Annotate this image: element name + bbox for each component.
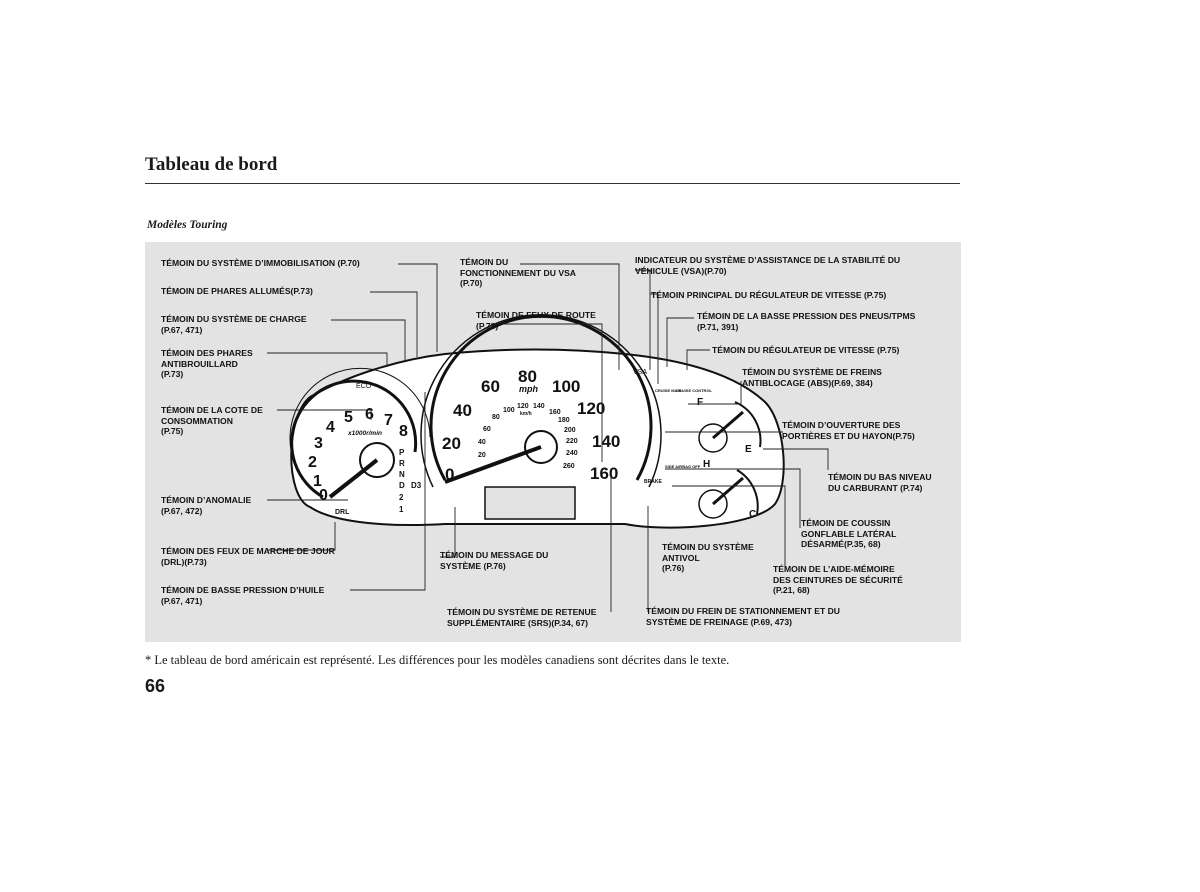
gear-r: R — [399, 459, 405, 468]
kmh-120: 120 — [517, 403, 529, 410]
callout-anti-theft: TÉMOIN DU SYSTÈME ANTIVOL (P.76) — [662, 542, 754, 573]
eco-indicator: ECO — [356, 383, 372, 390]
gear-p: P — [399, 448, 405, 457]
mph-0: 0 — [445, 465, 455, 484]
tach-tick-1: 1 — [313, 473, 322, 490]
callout-high-beam: TÉMOIN DE FEUX DE ROUTE (P.73) — [476, 310, 596, 331]
callout-vsa-system: INDICATEUR DU SYSTÈME D’ASSISTANCE DE LA STABILITÉ DU VÉHICULE (VSA)(P.70) — [635, 255, 901, 276]
mph-100: 100 — [552, 377, 581, 396]
tach-tick-5: 5 — [344, 409, 353, 426]
tach-tick-4: 4 — [326, 419, 335, 436]
callout-cruise-control: TÉMOIN DU RÉGULATEUR DE VITESSE (P.75) — [712, 345, 900, 355]
kmh-160: 160 — [549, 409, 561, 416]
mph-40: 40 — [453, 401, 472, 420]
tach-tick-3: 3 — [314, 435, 323, 452]
mph-80: 80 — [518, 367, 537, 386]
callout-low-fuel: TÉMOIN DU BAS NIVEAU DU CARBURANT (P.74) — [828, 472, 932, 493]
mph-140: 140 — [592, 432, 621, 451]
gear-1: 1 — [399, 505, 404, 514]
callout-door-open: TÉMOIN D’OUVERTURE DES PORTIÈRES ET DU HAYON(P.75) — [782, 420, 915, 441]
callout-headlights-on: TÉMOIN DE PHARES ALLUMÉS(P.73) — [161, 286, 313, 296]
callout-drl: TÉMOIN DES FEUX DE MARCHE DE JOUR (DRL)(P.73) — [161, 546, 335, 567]
callout-srs: TÉMOIN DU SYSTÈME DE RETENUE SUPPLÉMENTAIRE (SRS)(P.34, 67) — [447, 607, 597, 628]
callout-parking-brake: TÉMOIN DU FREIN DE STATIONNEMENT ET DU SYSTÈME DE FREINAGE (P.69, 473) — [646, 606, 840, 627]
page-title: Tableau de bord — [145, 154, 278, 175]
side-airbag-indicator: SIDE AIRBAG OFF — [665, 464, 701, 469]
gear-2: 2 — [399, 493, 404, 502]
callout-immobilizer: TÉMOIN DU SYSTÈME D’IMMOBILISATION (P.70) — [161, 258, 360, 268]
fuel-full-mark: F — [697, 397, 704, 408]
kmh-60: 60 — [483, 426, 491, 433]
tach-tick-2: 2 — [308, 454, 317, 471]
callout-side-airbag: TÉMOIN DE COUSSIN GONFLABLE LATÉRAL DÉSARMÉ(P.35, 68) — [801, 518, 897, 549]
section-label: Modèles Touring — [147, 219, 228, 231]
mph-unit: mph — [519, 384, 538, 394]
kmh-140: 140 — [533, 403, 545, 410]
tach-tick-6: 6 — [365, 406, 374, 423]
kmh-100: 100 — [503, 407, 515, 414]
kmh-unit: km/h — [520, 411, 532, 417]
temp-cold-mark: C — [749, 509, 757, 520]
cruise-control-indicator: CRUISE CONTROL — [676, 388, 712, 393]
kmh-80: 80 — [492, 414, 500, 421]
brake-indicator: BRAKE — [644, 479, 662, 485]
tach-tick-7: 7 — [384, 412, 393, 429]
gear-d3: D3 — [411, 481, 422, 490]
callout-seat-belt: TÉMOIN DE L’AIDE-MÉMOIRE DES CEINTURES DE SÉCURITÉ (P.21, 68) — [773, 564, 903, 595]
gear-n: N — [399, 470, 405, 479]
temp-hot-mark: H — [703, 459, 711, 470]
callout-fog-lights: TÉMOIN DES PHARES ANTIBROUILLARD (P.73) — [161, 348, 253, 379]
vsa-indicator: VSA — [633, 369, 648, 376]
page-number: 66 — [145, 676, 166, 696]
callout-message: TÉMOIN DU MESSAGE DU SYSTÈME (P.76) — [440, 550, 549, 571]
mph-160: 160 — [590, 464, 619, 483]
kmh-180: 180 — [558, 417, 570, 424]
callout-charging: TÉMOIN DU SYSTÈME DE CHARGE (P.67, 471) — [161, 314, 307, 335]
cruise-main-indicator: CRUISE MAIN — [655, 388, 682, 393]
callout-vsa-activation: TÉMOIN DU FONCTIONNEMENT DU VSA (P.70) — [460, 257, 577, 288]
kmh-240: 240 — [566, 450, 578, 457]
callout-tpms: TÉMOIN DE LA BASSE PRESSION DES PNEUS/TPMS (P.71, 391) — [697, 311, 916, 332]
tach-tick-8: 8 — [399, 423, 408, 440]
mph-60: 60 — [481, 377, 500, 396]
tach-unit: x1000r/min — [348, 430, 382, 437]
fuel-empty-mark: E — [745, 444, 752, 455]
footnote: * Le tableau de bord américain est représenté. Les différences pour les modèles canadiens sont décrites dans le texte. — [145, 653, 730, 667]
mph-20: 20 — [442, 434, 461, 453]
kmh-220: 220 — [566, 438, 578, 445]
tach-tick-0: 0 — [319, 487, 328, 504]
kmh-20: 20 — [478, 452, 486, 459]
title-rule — [145, 183, 960, 184]
callout-eco: TÉMOIN DE LA COTE DE CONSOMMATION (P.75) — [161, 405, 263, 436]
callout-abs: TÉMOIN DU SYSTÈME DE FREINS ANTIBLOCAGE (ABS)(P.69, 384) — [742, 367, 882, 388]
drl-indicator: DRL — [335, 509, 350, 516]
mph-120: 120 — [577, 399, 606, 418]
instrument-panel-figure — [145, 242, 961, 642]
kmh-260: 260 — [563, 463, 575, 470]
kmh-200: 200 — [564, 427, 576, 434]
callout-cruise-main: TÉMOIN PRINCIPAL DU RÉGULATEUR DE VITESSE (P.75) — [651, 290, 887, 300]
multi-info-display — [485, 487, 575, 519]
callout-oil-pressure: TÉMOIN DE BASSE PRESSION D’HUILE (P.67, 471) — [161, 585, 325, 606]
callout-malfunction: TÉMOIN D’ANOMALIE (P.67, 472) — [161, 495, 252, 516]
kmh-40: 40 — [478, 439, 486, 446]
gear-d: D — [399, 481, 405, 490]
